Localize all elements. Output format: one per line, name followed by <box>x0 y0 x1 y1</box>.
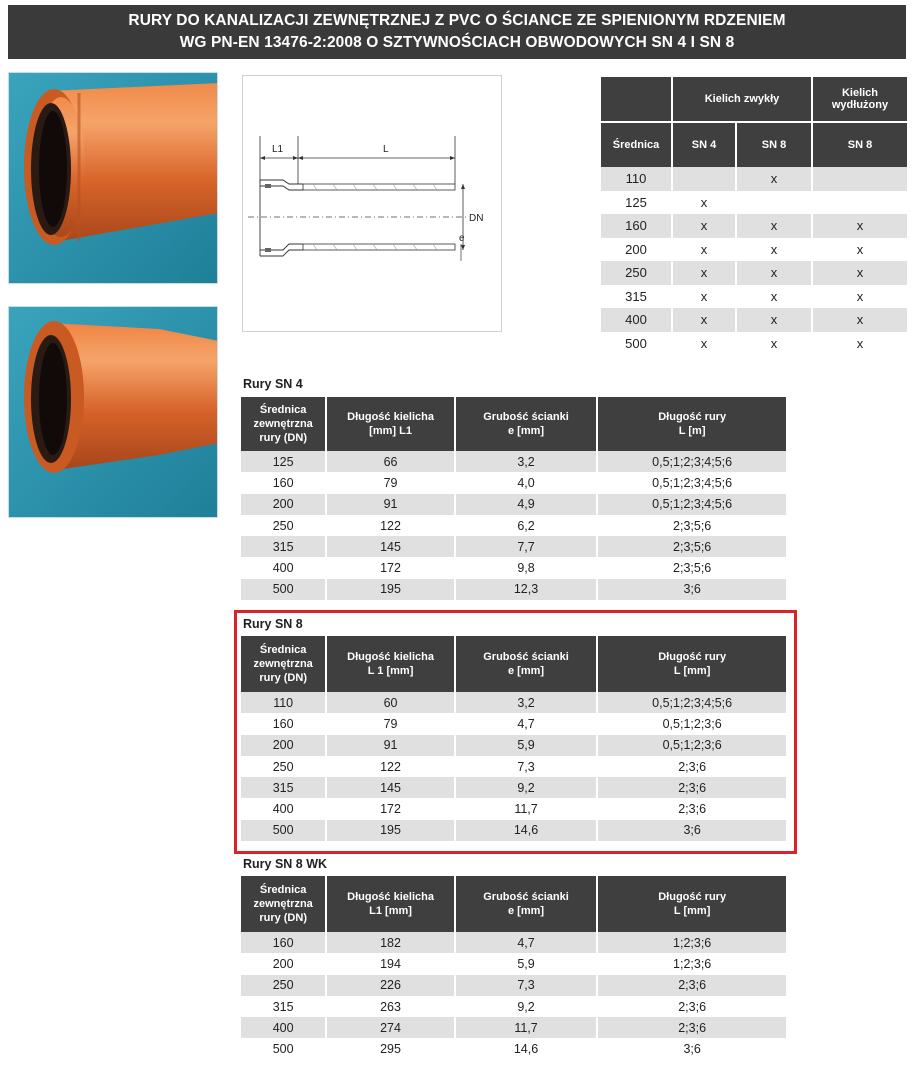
sn4-header-col-2: Grubość ścianki e [mm] <box>456 397 597 451</box>
table-cell: 0,5;1;2;3;6 <box>662 716 722 731</box>
sn8-table <box>239 636 788 841</box>
table-cell: 2;3;5;6 <box>673 518 712 533</box>
table-cell: 195 <box>327 579 453 600</box>
table-cell: 3;6 <box>598 820 786 841</box>
table-cell: 263 <box>380 999 401 1014</box>
table-cell: 500 <box>241 579 325 600</box>
pipe-photo-extended <box>8 306 218 518</box>
table-cell: 315 <box>241 777 325 798</box>
sn4-header-col-0: Średnica zewnętrzna rury (DN) <box>241 397 325 451</box>
sn8-header-col-3: Długość rury L [mm] <box>598 636 786 692</box>
table-cell: 2;3;5;6 <box>598 536 786 557</box>
table-row <box>241 798 786 819</box>
sn8-header-col-1: Długość kielicha L 1 [mm] <box>327 636 453 692</box>
table-cell <box>673 167 735 191</box>
table-cell: 2;3;6 <box>598 1017 786 1038</box>
table-cell: 500 <box>272 1042 294 1057</box>
table-cell: 0,5;1;2;3;4;5;6 <box>598 451 786 472</box>
kielich-table <box>599 77 909 355</box>
drawing-label-l1: L1 <box>272 144 284 155</box>
kielich-header-diameter: Średnica <box>601 121 671 167</box>
table-cell: 172 <box>380 802 401 817</box>
table-cell: 2;3;6 <box>598 975 786 996</box>
table-cell: 60 <box>327 692 453 713</box>
table-cell: 1;2;3;6 <box>673 956 712 971</box>
table-row <box>241 756 786 777</box>
table-cell: 2;3;6 <box>678 999 707 1014</box>
table-cell: x <box>737 214 811 238</box>
table-row <box>241 494 786 515</box>
sn8wk-header-col-2: Grubość ścianki e [mm] <box>456 876 597 932</box>
kielich-header-extended: Kielich wydłużony <box>813 77 907 121</box>
kielich-header-sn4: SN 4 <box>673 121 735 167</box>
table-cell: 6,2 <box>517 518 535 533</box>
table-cell: x <box>673 214 735 238</box>
table-cell: 4,7 <box>517 716 535 731</box>
table-cell: 4,0 <box>517 475 535 490</box>
header-title-line2: WG PN-EN 13476-2:2008 O SZTYWNOŚCIACH OBWODOWYCH SN 4 I SN 8 <box>179 34 735 51</box>
table-row <box>601 238 907 262</box>
sn8wk-table <box>239 876 788 1060</box>
table-cell: 2;3;5;6 <box>673 561 712 576</box>
table-cell <box>737 191 811 215</box>
table-cell: x <box>700 194 708 210</box>
table-cell: 3,2 <box>456 692 597 713</box>
kielich-header-standard: Kielich zwykły <box>673 77 811 121</box>
sn8wk-header-col-0: Średnica zewnętrzna rury (DN) <box>241 876 325 932</box>
table-cell: 91 <box>327 494 453 515</box>
table-row <box>241 953 786 974</box>
table-cell: 145 <box>327 777 453 798</box>
table-cell: 200 <box>241 494 325 515</box>
table-cell: 7,3 <box>456 975 597 996</box>
table-cell: 12,3 <box>456 579 597 600</box>
table-cell: x <box>737 261 811 285</box>
sn4-header-col-3: Długość rury L [m] <box>598 397 786 451</box>
table-cell: 66 <box>327 451 453 472</box>
table-cell: x <box>856 241 864 257</box>
table-cell: 160 <box>241 932 325 953</box>
table-cell: 7,7 <box>456 536 597 557</box>
table-cell: 315 <box>241 536 325 557</box>
table-cell: 11,7 <box>456 1017 597 1038</box>
table-cell: 315 <box>625 288 647 304</box>
table-cell: 2;3;6 <box>678 759 707 774</box>
table-cell: 14,6 <box>456 820 597 841</box>
table-row <box>601 191 907 215</box>
sn4-header-col-1: Długość kielicha [mm] L1 <box>327 397 453 451</box>
table-cell: x <box>813 308 907 332</box>
table-cell: 295 <box>380 1042 401 1057</box>
table-cell: 200 <box>272 956 294 971</box>
table-cell: 125 <box>625 194 647 210</box>
table-row <box>601 308 907 332</box>
header-title-line1: RURY DO KANALIZACJI ZEWNĘTRZNEJ Z PVC O ŚCIANCE ZE SPIENIONYM RDZENIEM <box>128 12 786 29</box>
table-row <box>241 735 786 756</box>
table-cell: 0,5;1;2;3;4;5;6 <box>598 494 786 515</box>
table-cell: x <box>813 214 907 238</box>
table-cell: x <box>856 288 864 304</box>
table-cell: 182 <box>327 932 453 953</box>
table-cell: x <box>737 308 811 332</box>
table-row <box>601 285 907 309</box>
drawing-label-dn: DN <box>469 213 484 224</box>
table-cell: 400 <box>272 802 294 817</box>
pipe-photo-standard <box>8 72 218 284</box>
table-cell: x <box>700 335 708 351</box>
table-cell: 1;2;3;6 <box>598 932 786 953</box>
table-cell: 5,9 <box>517 956 535 971</box>
table-row <box>601 261 907 285</box>
table-row <box>241 579 786 600</box>
table-cell: 4,9 <box>456 494 597 515</box>
table-cell: 160 <box>601 214 671 238</box>
table-cell <box>813 191 907 215</box>
table-cell: 172 <box>380 561 401 576</box>
page-header <box>8 5 906 59</box>
table-cell: 79 <box>383 475 398 490</box>
table-cell: 0,5;1;2;3;4;5;6 <box>598 692 786 713</box>
table-cell: 194 <box>380 956 401 971</box>
table-cell: 3,2 <box>456 451 597 472</box>
table-row <box>241 820 786 841</box>
table-cell: x <box>770 241 778 257</box>
table-cell: 145 <box>327 536 453 557</box>
drawing-label-e: e <box>459 233 465 244</box>
sn4-title: Rury SN 4 <box>243 377 303 391</box>
table-row <box>601 214 907 238</box>
table-row <box>241 777 786 798</box>
table-cell: 500 <box>625 335 647 351</box>
table-cell: 200 <box>241 735 325 756</box>
sn8wk-header-col-3: Długość rury L [mm] <box>598 876 786 932</box>
table-cell: x <box>700 241 708 257</box>
table-cell: 125 <box>241 451 325 472</box>
table-cell: 11,7 <box>514 802 538 817</box>
table-cell: 195 <box>327 820 453 841</box>
table-cell: 200 <box>625 241 647 257</box>
sn8wk-title: Rury SN 8 WK <box>243 857 328 871</box>
table-row <box>241 515 786 536</box>
table-row <box>241 557 786 578</box>
table-cell: 3;6 <box>683 1042 701 1057</box>
table-cell: x <box>770 335 778 351</box>
sn8-header-col-2: Grubość ścianki e [mm] <box>456 636 597 692</box>
table-cell: 250 <box>241 975 325 996</box>
table-cell: x <box>673 261 735 285</box>
kielich-header-sn8-extended: SN 8 <box>813 121 907 167</box>
table-cell: 0,5;1;2;3;6 <box>598 735 786 756</box>
table-cell <box>813 167 907 191</box>
table-row <box>241 692 786 713</box>
sn8-header-col-0: Średnica zewnętrzna rury (DN) <box>241 636 325 692</box>
table-cell: x <box>813 261 907 285</box>
table-cell: 122 <box>380 759 401 774</box>
table-cell: x <box>700 288 708 304</box>
table-cell: 274 <box>327 1017 453 1038</box>
kielich-header-empty <box>601 77 671 121</box>
table-cell: 9,2 <box>517 999 535 1014</box>
sn8wk-header-col-1: Długość kielicha L1 [mm] <box>327 876 453 932</box>
table-cell: 14,6 <box>513 1042 539 1057</box>
kielich-header-sn8: SN 8 <box>737 121 811 167</box>
table-row <box>241 451 786 472</box>
table-cell: 250 <box>272 759 294 774</box>
table-cell: x <box>856 335 864 351</box>
table-row <box>241 932 786 953</box>
table-cell: 250 <box>601 261 671 285</box>
table-cell: 400 <box>241 1017 325 1038</box>
table-row <box>241 1017 786 1038</box>
table-cell: 160 <box>272 475 294 490</box>
table-cell: 0,5;1;2;3;4;5;6 <box>652 475 733 490</box>
table-cell: 79 <box>383 716 398 731</box>
table-row <box>241 1038 786 1059</box>
table-cell: 4,7 <box>456 932 597 953</box>
table-cell: x <box>673 308 735 332</box>
drawing-label-l: L <box>383 144 389 155</box>
sn8-title: Rury SN 8 <box>243 617 303 631</box>
table-row <box>241 472 786 493</box>
table-cell: 3;6 <box>598 579 786 600</box>
table-cell: 400 <box>272 561 294 576</box>
table-row <box>601 167 907 191</box>
table-cell: x <box>770 288 778 304</box>
sn4-table <box>239 397 788 600</box>
table-cell: 250 <box>272 518 294 533</box>
table-cell: 9,8 <box>517 561 535 576</box>
table-cell: 110 <box>241 692 325 713</box>
table-row <box>241 536 786 557</box>
table-cell: 315 <box>272 999 294 1014</box>
table-row <box>241 996 786 1017</box>
table-cell: 5,9 <box>456 735 597 756</box>
pipe-technical-drawing <box>242 75 502 332</box>
table-row <box>241 975 786 996</box>
table-cell: 122 <box>380 518 401 533</box>
table-row <box>241 713 786 734</box>
table-cell: 400 <box>601 308 671 332</box>
table-cell: 500 <box>241 820 325 841</box>
table-cell: 226 <box>327 975 453 996</box>
table-row <box>601 332 907 356</box>
table-cell: 9,2 <box>456 777 597 798</box>
table-cell: 2;3;6 <box>598 777 786 798</box>
table-cell: x <box>737 167 811 191</box>
table-cell: 91 <box>327 735 453 756</box>
table-cell: 110 <box>601 167 671 191</box>
table-cell: 2;3;6 <box>678 802 707 817</box>
table-cell: 160 <box>272 716 294 731</box>
table-cell: 7,3 <box>517 759 535 774</box>
